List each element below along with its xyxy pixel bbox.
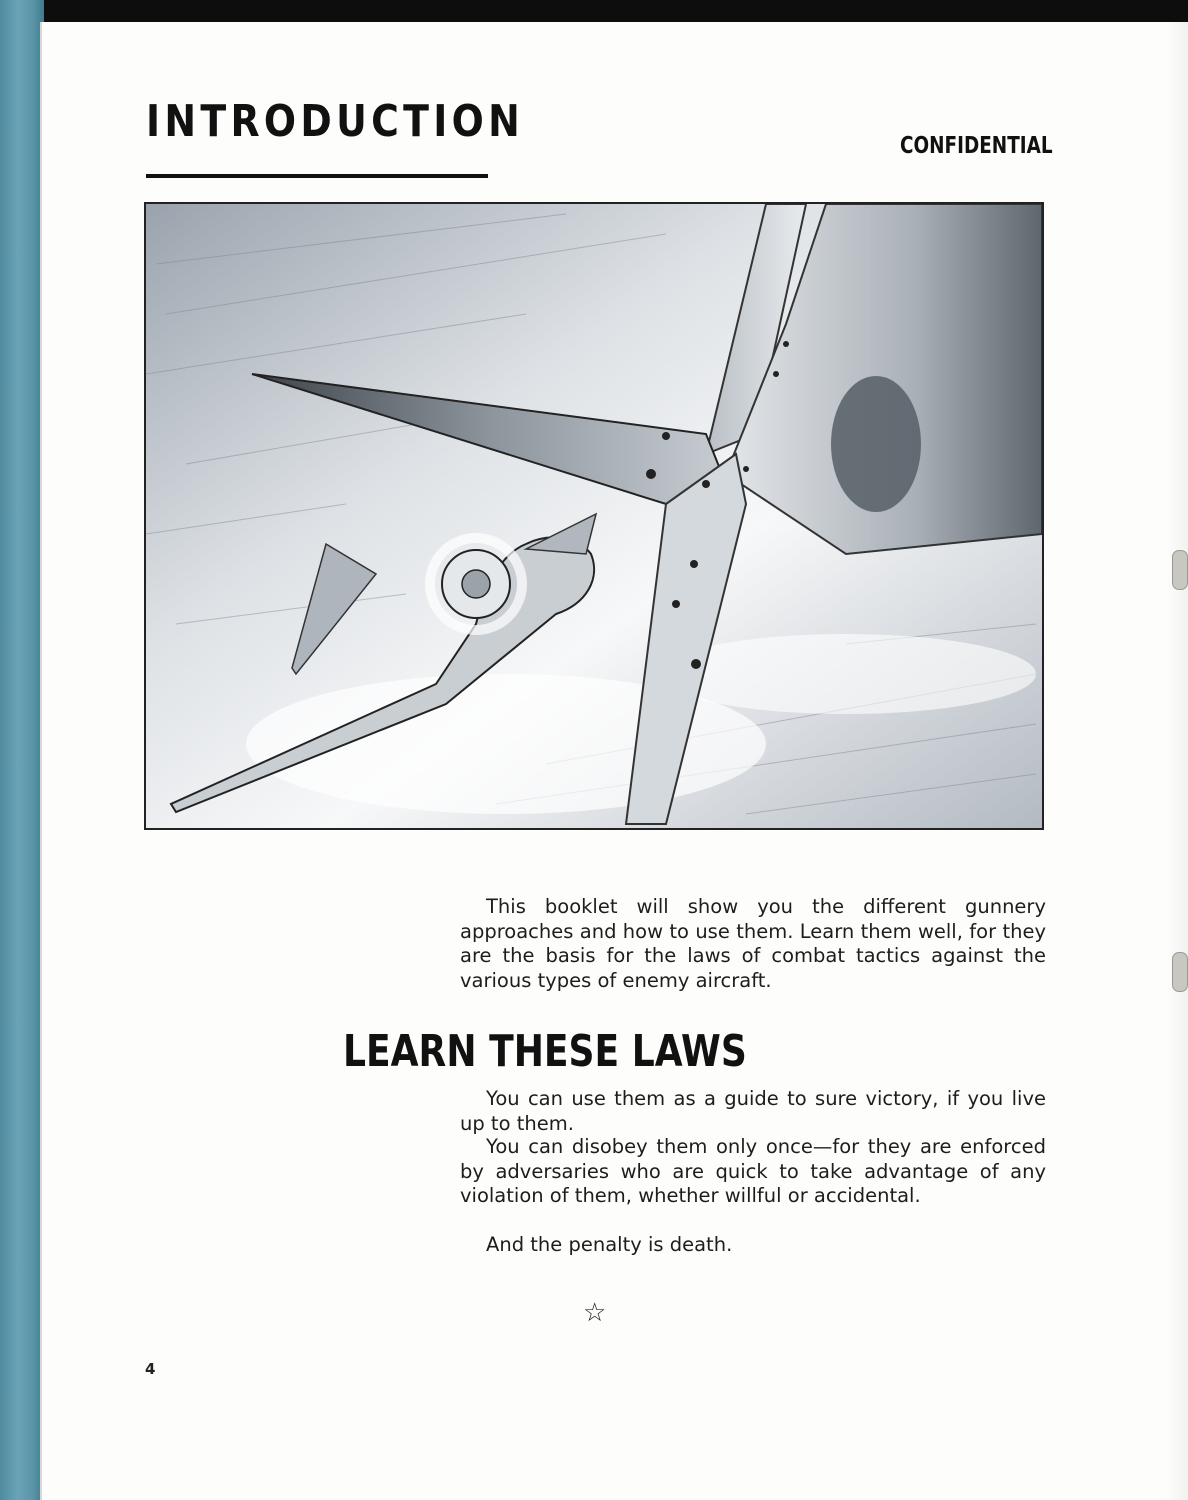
page-number: 4 [145,1360,156,1378]
classification-label: CONFIDENTIAL [900,133,1053,159]
star-ornament-icon: ☆ [583,1298,607,1328]
page-edge-shadow [1166,22,1188,1500]
binding-ring-lower [1172,952,1188,992]
fighter-plane-attack-sketch-icon [144,202,1044,830]
book-binding [0,0,44,1500]
law-paragraph-disobey: You can disobey them only once—for they are enforced by adversaries who are quick to take advantage of any violation of them, whether willful or accidental. [460,1135,1046,1207]
binding-ring-upper [1172,550,1188,590]
law-paragraph-penalty: And the penalty is death. [486,1233,733,1256]
page-title: INTRODUCTION [146,96,525,147]
intro-paragraph: This booklet will show you the different gunnery approaches and how to use them. Learn them well, for they are the basis for the laws of combat tactics against the various types of enemy aircraft. [460,895,1046,992]
law-paragraph-victory: You can use them as a guide to sure victory, if you live up to them. [460,1087,1046,1135]
title-underline [146,174,488,178]
section-heading: LEARN THESE LAWS [343,1026,747,1077]
